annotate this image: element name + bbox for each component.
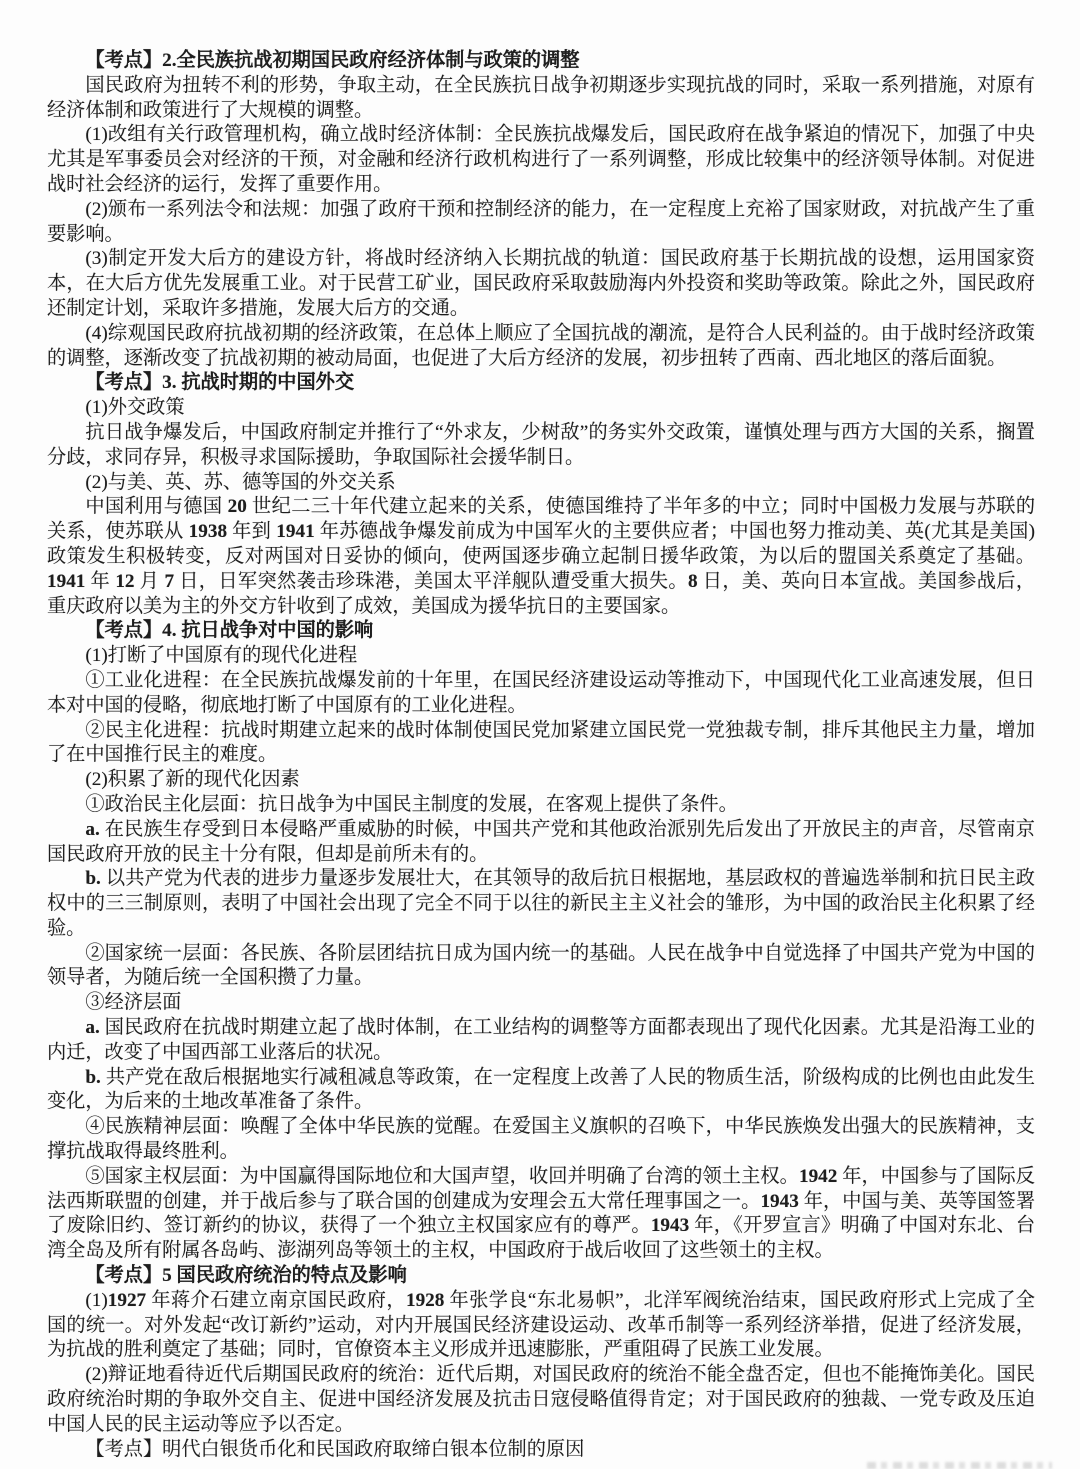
- section-heading: 【考点】5 国民政府统治的特点及影响: [85, 1265, 407, 1287]
- paragraph: ⑤国家主权层面：为中国赢得国际地位和大国声望，收回并明确了台湾的领土主权。1942 年，中国参与了国际反法西斯联盟的创建，并于战后参与了联合国的创建成为安理会五大常任理事国之一。1943 年，中国与美、英等国签署了废除旧约、签订新约的协议，获得了一个独立主权国家应有的尊严。1943 年，《开罗宣言》明确了中国对东北、台湾全岛及所有附属各岛屿、澎湖列岛等领土的主权，中国政府于战后收回了这些领土的主权。: [47, 1165, 1036, 1262]
- faint-watermark: [867, 1462, 1052, 1469]
- paragraph: b. 共产党在敌后根据地实行减租减息等政策，在一定程度上改善了人民的物质生活，阶级构成的比例也由此发生变化，为后来的土地改革准备了条件。: [47, 1066, 1035, 1113]
- paragraph: (1)打断了中国原有的现代化进程: [85, 645, 358, 667]
- paragraph: (2)与美、英、苏、德等国的外交关系: [85, 471, 396, 493]
- paragraph: (2)积累了新的现代化因素: [85, 769, 300, 791]
- section-heading: 【考点】2.全民族抗战初期国民政府经济体制与政策的调整: [85, 50, 580, 71]
- paragraph: 中国利用与德国 20 世纪二三十年代建立起来的关系，使德国维持了半年多的中立；同时中国极力发展与苏联的关系，使苏联从 1938 年到 1941 年苏德战争爆发前成为中国军火的主要供应者；中国也努力推动美、英(尤其是美国)政策发生积极转变，反对两国对日妥协的倾向，使两国逐步确立起制日援华政策，为以后的盟国关系奠定了基础。1941 年 12 月 7 日，日军突然袭击珍珠港，美国太平洋舰队遭受重大损失。8 日，美、英向日本宣战。美国参战后，重庆政府以美为主的外交方针收到了成效，美国成为援华抗日的主要国家。: [47, 496, 1036, 617]
- paragraph: (2)颁布一系列法令和法规：加强了政府干预和控制经济的能力，在一定程度上充裕了国家财政，对抗战产生了重要影响。: [47, 198, 1035, 245]
- section-heading: 【考点】明代白银货币化和民国政府取缔白银本位制的原因: [85, 1438, 585, 1460]
- paragraph: ③经济层面: [85, 992, 182, 1014]
- section-heading: 【考点】3. 抗战时期的中国外交: [85, 372, 355, 394]
- paragraph: (1)外交政策: [85, 397, 185, 419]
- paragraph: a. 国民政府在抗战时期建立起了战时体制，在工业结构的调整等方面都表现出了现代化因素。尤其是沿海工业的内迁，改变了中国西部工业落后的状况。: [47, 1017, 1035, 1063]
- paragraph: 国民政府为扭转不利的形势，争取主动，在全民族抗日战争初期逐步实现抗战的同时，采取一系列措施，对原有经济体制和政策进行了大规模的调整。: [47, 74, 1035, 121]
- paragraph: ②民主化进程：抗战时期建立起来的战时体制使国民党加紧建立国民党一党独裁专制，排斥其他民主力量，增加了在中国推行民主的难度。: [47, 719, 1035, 766]
- paragraph: (3)制定开发大后方的建设方针，将战时经济纳入长期抗战的轨道：国民政府基于长期抗战的设想，运用国家资本，在大后方优先发展重工业。对于民营工矿业，国民政府采取鼓励海内外投资和奖助等政策。除此之外，国民政府还制定计划，采取许多措施，发展大后方的交通。: [47, 248, 1035, 319]
- paragraph: (2)辩证地看待近代后期国民政府的统治：近代后期，对国民政府的统治不能全盘否定，但也不能掩饰美化。国民政府统治时期的争取外交自主、促进中国经济发展及抗击日寇侵略值得肯定；对于国民政府的独裁、一党专政及压迫中国人民的民主运动等应予以否定。: [47, 1364, 1035, 1435]
- paragraph: ④民族精神层面：唤醒了全体中华民族的觉醒。在爱国主义旗帜的召唤下，中华民族焕发出强大的民族精神，支撑抗战取得最终胜利。: [47, 1116, 1035, 1163]
- paragraph: ①政治民主化层面：抗日战争为中国民主制度的发展，在客观上提供了条件。: [85, 793, 738, 815]
- paragraph: ②国家统一层面：各民族、各阶层团结抗日成为国内统一的基础。人民在战争中自觉选择了中国共产党为中国的领导者，为随后统一全国积攒了力量。: [47, 942, 1035, 989]
- document-text-block: [47, 49, 1035, 1462]
- paragraph: ①工业化进程：在全民族抗战爆发前的十年里，在国民经济建设运动等推动下，中国现代化工业高速发展，但日本对中国的侵略，彻底地打断了中国原有的工业化进程。: [47, 669, 1035, 716]
- paragraph: 抗日战争爆发后，中国政府制定并推行了“外求友，少树敌”的务实外交政策，谨慎处理与西方大国的关系，搁置分歧，求同存异，积极寻求国际援助，争取国际社会援华制日。: [47, 421, 1035, 468]
- paragraph: b. 以共产党为代表的进步力量逐步发展壮大，在其领导的敌后抗日根据地，基层政权的普遍选举制和抗日民主政权中的三三制原则，表明了中国社会出现了完全不同于以往的新民主主义社会的雏形，为中国的政治民主化积累了经验。: [47, 868, 1035, 939]
- paragraph: a. 在民族生存受到日本侵略严重威胁的时候，中国共产党和其他政治派别先后发出了开放民主的声音，尽管南京国民政府开放的民主十分有限，但却是前所未有的。: [47, 818, 1035, 865]
- paragraph: (1)改组有关行政管理机构，确立战时经济体制：全民族抗战爆发后，国民政府在战争紧迫的情况下，加强了中央尤其是军事委员会对经济的干预，对金融和经济行政机构进行了一系列调整，形成比较集中的经济领导体制。对促进战时社会经济的运行，发挥了重要作用。: [47, 124, 1035, 195]
- paragraph: (4)综观国民政府抗战初期的经济政策，在总体上顺应了全国抗战的潮流，是符合人民利益的。由于战时经济政策的调整，逐渐改变了抗战初期的被动局面，也促进了大后方经济的发展，初步扭转了西南、西北地区的落后面貌。: [47, 322, 1035, 369]
- section-heading: 【考点】4. 抗日战争对中国的影响: [85, 620, 374, 642]
- paragraph: (1)1927 年蒋介石建立南京国民政府，1928 年张学良“东北易帜”，北洋军阀统治结束，国民政府形式上完成了全国的统一。对外发起“改订新约”运动，对内开展国民经济建设运动、改革币制等一系列经济举措，促进了经济发展，为抗战的胜利奠定了基础；同时，官僚资本主义形成并迅速膨胀，严重阻碍了民族工业发展。: [47, 1289, 1035, 1361]
